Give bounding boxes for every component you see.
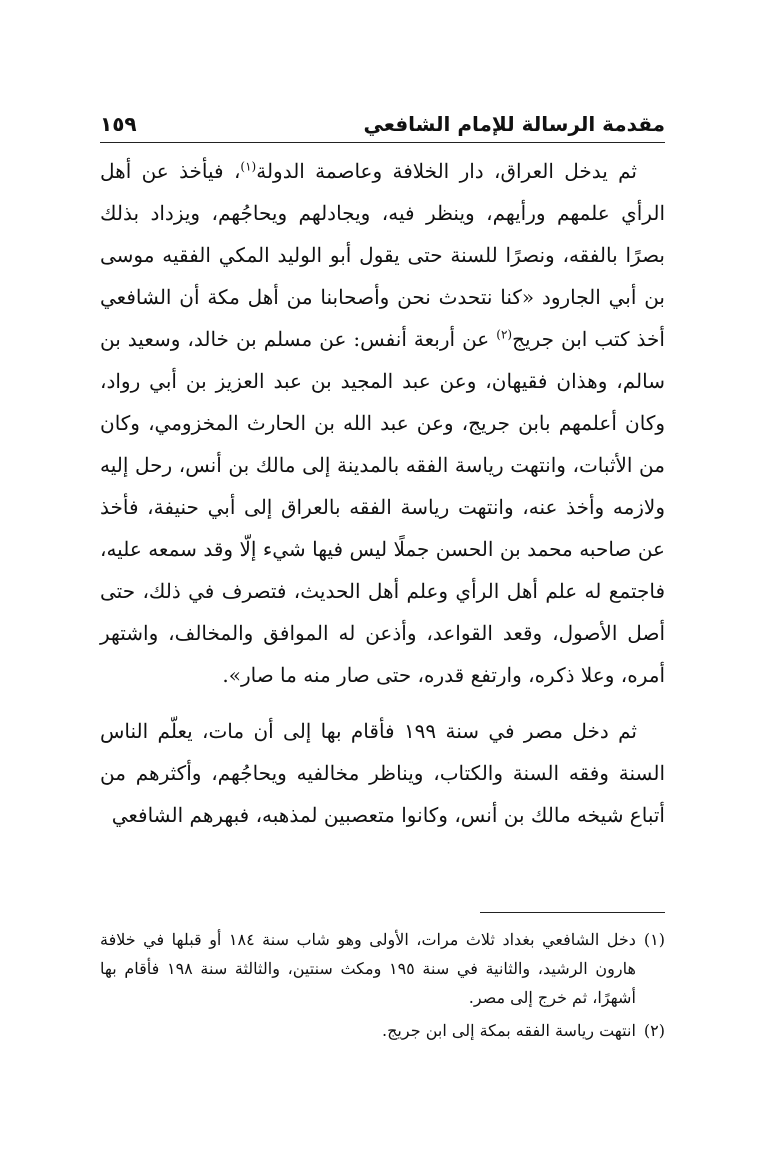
paragraph-1 [100,150,665,696]
footnote-1-number: (١) [643,930,665,949]
body-text [100,150,665,836]
footnote-divider [480,912,665,913]
header-title: مقدمة الرسالة للإمام الشافعي [363,112,665,136]
paragraph-2: ثم دخل مصر في سنة ١٩٩ فأقام بها إلى أن مات، يعلّم الناس السنة وفقه السنة والكتاب، ويناظر مخالفيه ويحاجُهم، وأكثرهم من أتباع شيخه مالك بن أنس، وكانوا متعصبين لمذهبه، فبهرهم الشافعي [100,719,665,827]
page-number: ١٥٩ [100,112,137,136]
footnote-2-number: (٢) [643,1021,665,1040]
footnote-ref-1: (١) [240,159,257,174]
footnotes [100,925,665,1049]
footnote-1-text: دخل الشافعي بغداد ثلاث مرات، الأولى وهو شاب سنة ١٨٤ أو قبلها في خلافة هارون الرشيد، والثانية في سنة ١٩٥ ومكث سنتين، والثالثة سنة ١٩٨ فأقام بها أشهرًا، ثم خرج إلى مصر. [100,930,636,1007]
footnote-1 [100,925,665,1012]
footnote-2-text: انتهت رياسة الفقه بمكة إلى ابن جريج. [382,1021,636,1040]
paragraph-1-part-3: عن أربعة أنفس: عن مسلم بن خالد، وسعيد بن سالم، وهذان فقيهان، وعن عبد المجيد بن عبد العزيز بن أبي رواد، وكان أعلمهم بابن جريج، وعن عبد الله بن الحارث المخزومي، وكان من الأثبات، وانتهت رياسة الفقه بالمدينة إلى مالك بن أنس، رحل إليه ولازمه وأخذ عنه، وانتهت رياسة الفقه بالعراق إلى أبي حنيفة، فأخذ عن صاحبه محمد بن الحسن جملًا ليس فيها شيء إلّا وقد سمعه عليه، فاجتمع له علم أهل الرأي وعلم أهل الحديث، فتصرف في ذلك، حتى أصل الأصول، وقعد القواعد، وأذعن له الموافق والمخالف، واشتهر أمره، وعلا ذكره، وارتفع قدره، حتى صار منه ما صار». [100,327,665,687]
footnote-2 [100,1016,665,1045]
footnote-ref-2: (٢) [496,327,513,342]
running-header [100,98,665,143]
paragraph-1-part-1: ثم يدخل العراق، دار الخلافة وعاصمة الدولة [256,159,637,183]
paragraph-1-part-2: ، فيأخذ عن أهل الرأي علمهم ورأيهم، وينظر فيه، ويجادلهم ويحاجُهم، ويزداد بذلك بصرًا بالفقه، ونصرًا للسنة حتى يقول أبو الوليد المكي الفقيه موسى بن أبي الجارود «كنا نتحدث نحن وأصحابنا من أهل مكة أن الشافعي أخذ كتب ابن جريج [100,159,665,351]
